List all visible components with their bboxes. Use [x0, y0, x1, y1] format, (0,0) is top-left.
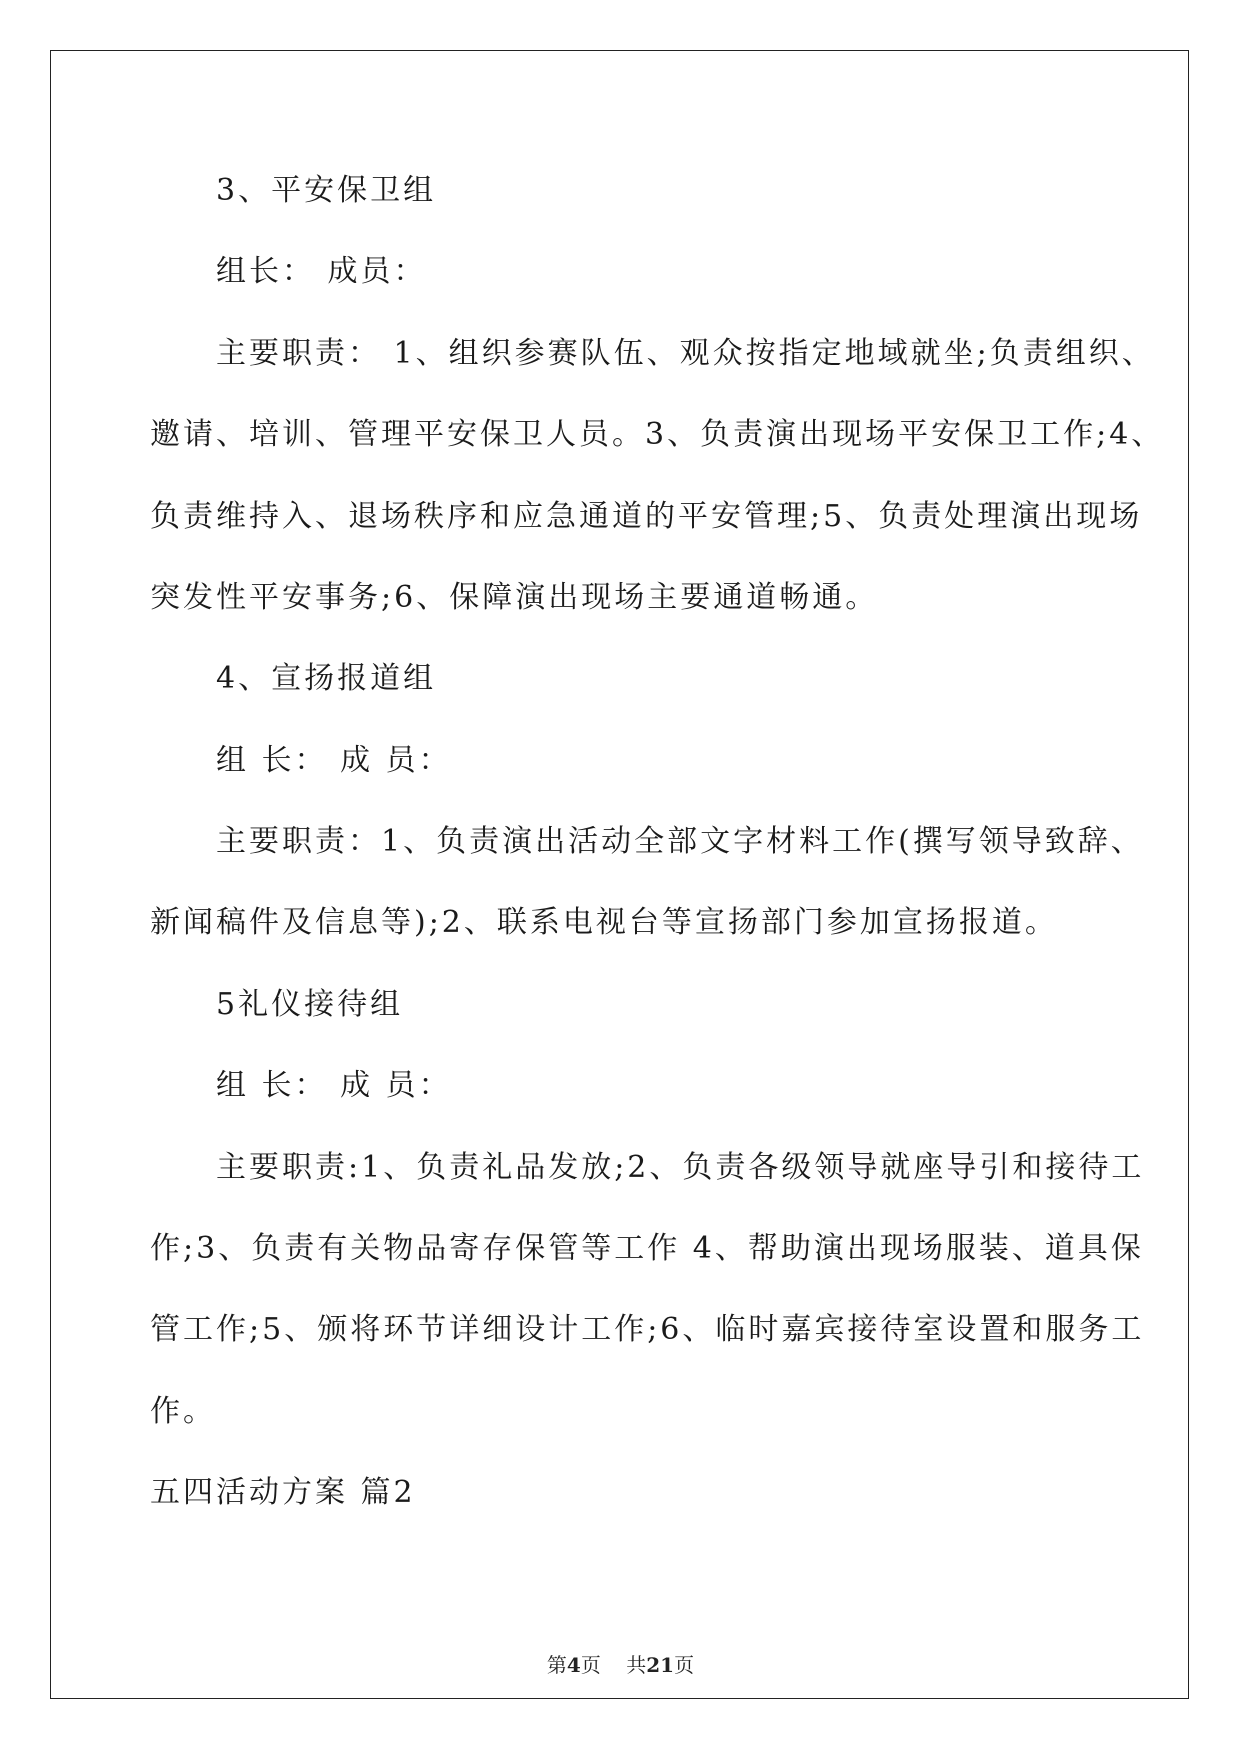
security-duties-line-4: 突发性平安事务;6、保障演出现场主要通道畅通。: [150, 580, 879, 615]
section-heading-publicity: 4、宣扬报道组: [216, 661, 437, 696]
footer-total-pages: 21: [646, 1653, 675, 1677]
reception-duties-line-4: 作。: [150, 1394, 216, 1429]
reception-duties-line-3: 管工作;5、颁将环节详细设计工作;6、临时嘉宾接待室设置和服务工: [150, 1312, 1145, 1347]
security-duties-line-1: 主要职责： 1、组织参赛队伍、观众按指定地域就坐;负责组织、: [216, 336, 1155, 371]
publicity-duties-line-2: 新闻稿件及信息等);2、联系电视台等宣扬部门参加宣扬报道。: [150, 905, 1058, 940]
footer-suffix: 页: [674, 1653, 695, 1677]
footer-page-number: 4: [566, 1653, 581, 1677]
plan-heading-2: 五四活动方案 篇2: [150, 1475, 416, 1510]
security-duties-line-3: 负责维持入、退场秩序和应急通道的平安管理;5、负责处理演出现场: [150, 499, 1143, 534]
reception-duties-line-2: 作;3、负责有关物品寄存保管等工作 4、帮助演出现场服装、道具保: [150, 1231, 1144, 1266]
page-border: [50, 50, 1189, 1699]
reception-duties-line-1: 主要职责:1、负责礼品发放;2、负责各级领导就座导引和接待工: [216, 1150, 1145, 1185]
publicity-leader-members: 组 长： 成 员：: [216, 743, 452, 778]
footer-prefix: 第: [546, 1653, 567, 1677]
security-leader-members: 组长： 成员：: [216, 254, 427, 289]
footer-middle: 页 共: [580, 1653, 647, 1677]
page-footer: [0, 1653, 1241, 1677]
section-heading-security: 3、平安保卫组: [216, 173, 437, 208]
security-duties-line-2: 邀请、培训、管理平安保卫人员。3、负责演出现场平安保卫工作;4、: [150, 417, 1165, 452]
publicity-duties-line-1: 主要职责：1、负责演出活动全部文字材料工作(撰写领导致辞、: [216, 824, 1144, 859]
reception-leader-members: 组 长： 成 员：: [216, 1068, 452, 1103]
section-heading-reception: 5礼仪接待组: [216, 987, 404, 1022]
